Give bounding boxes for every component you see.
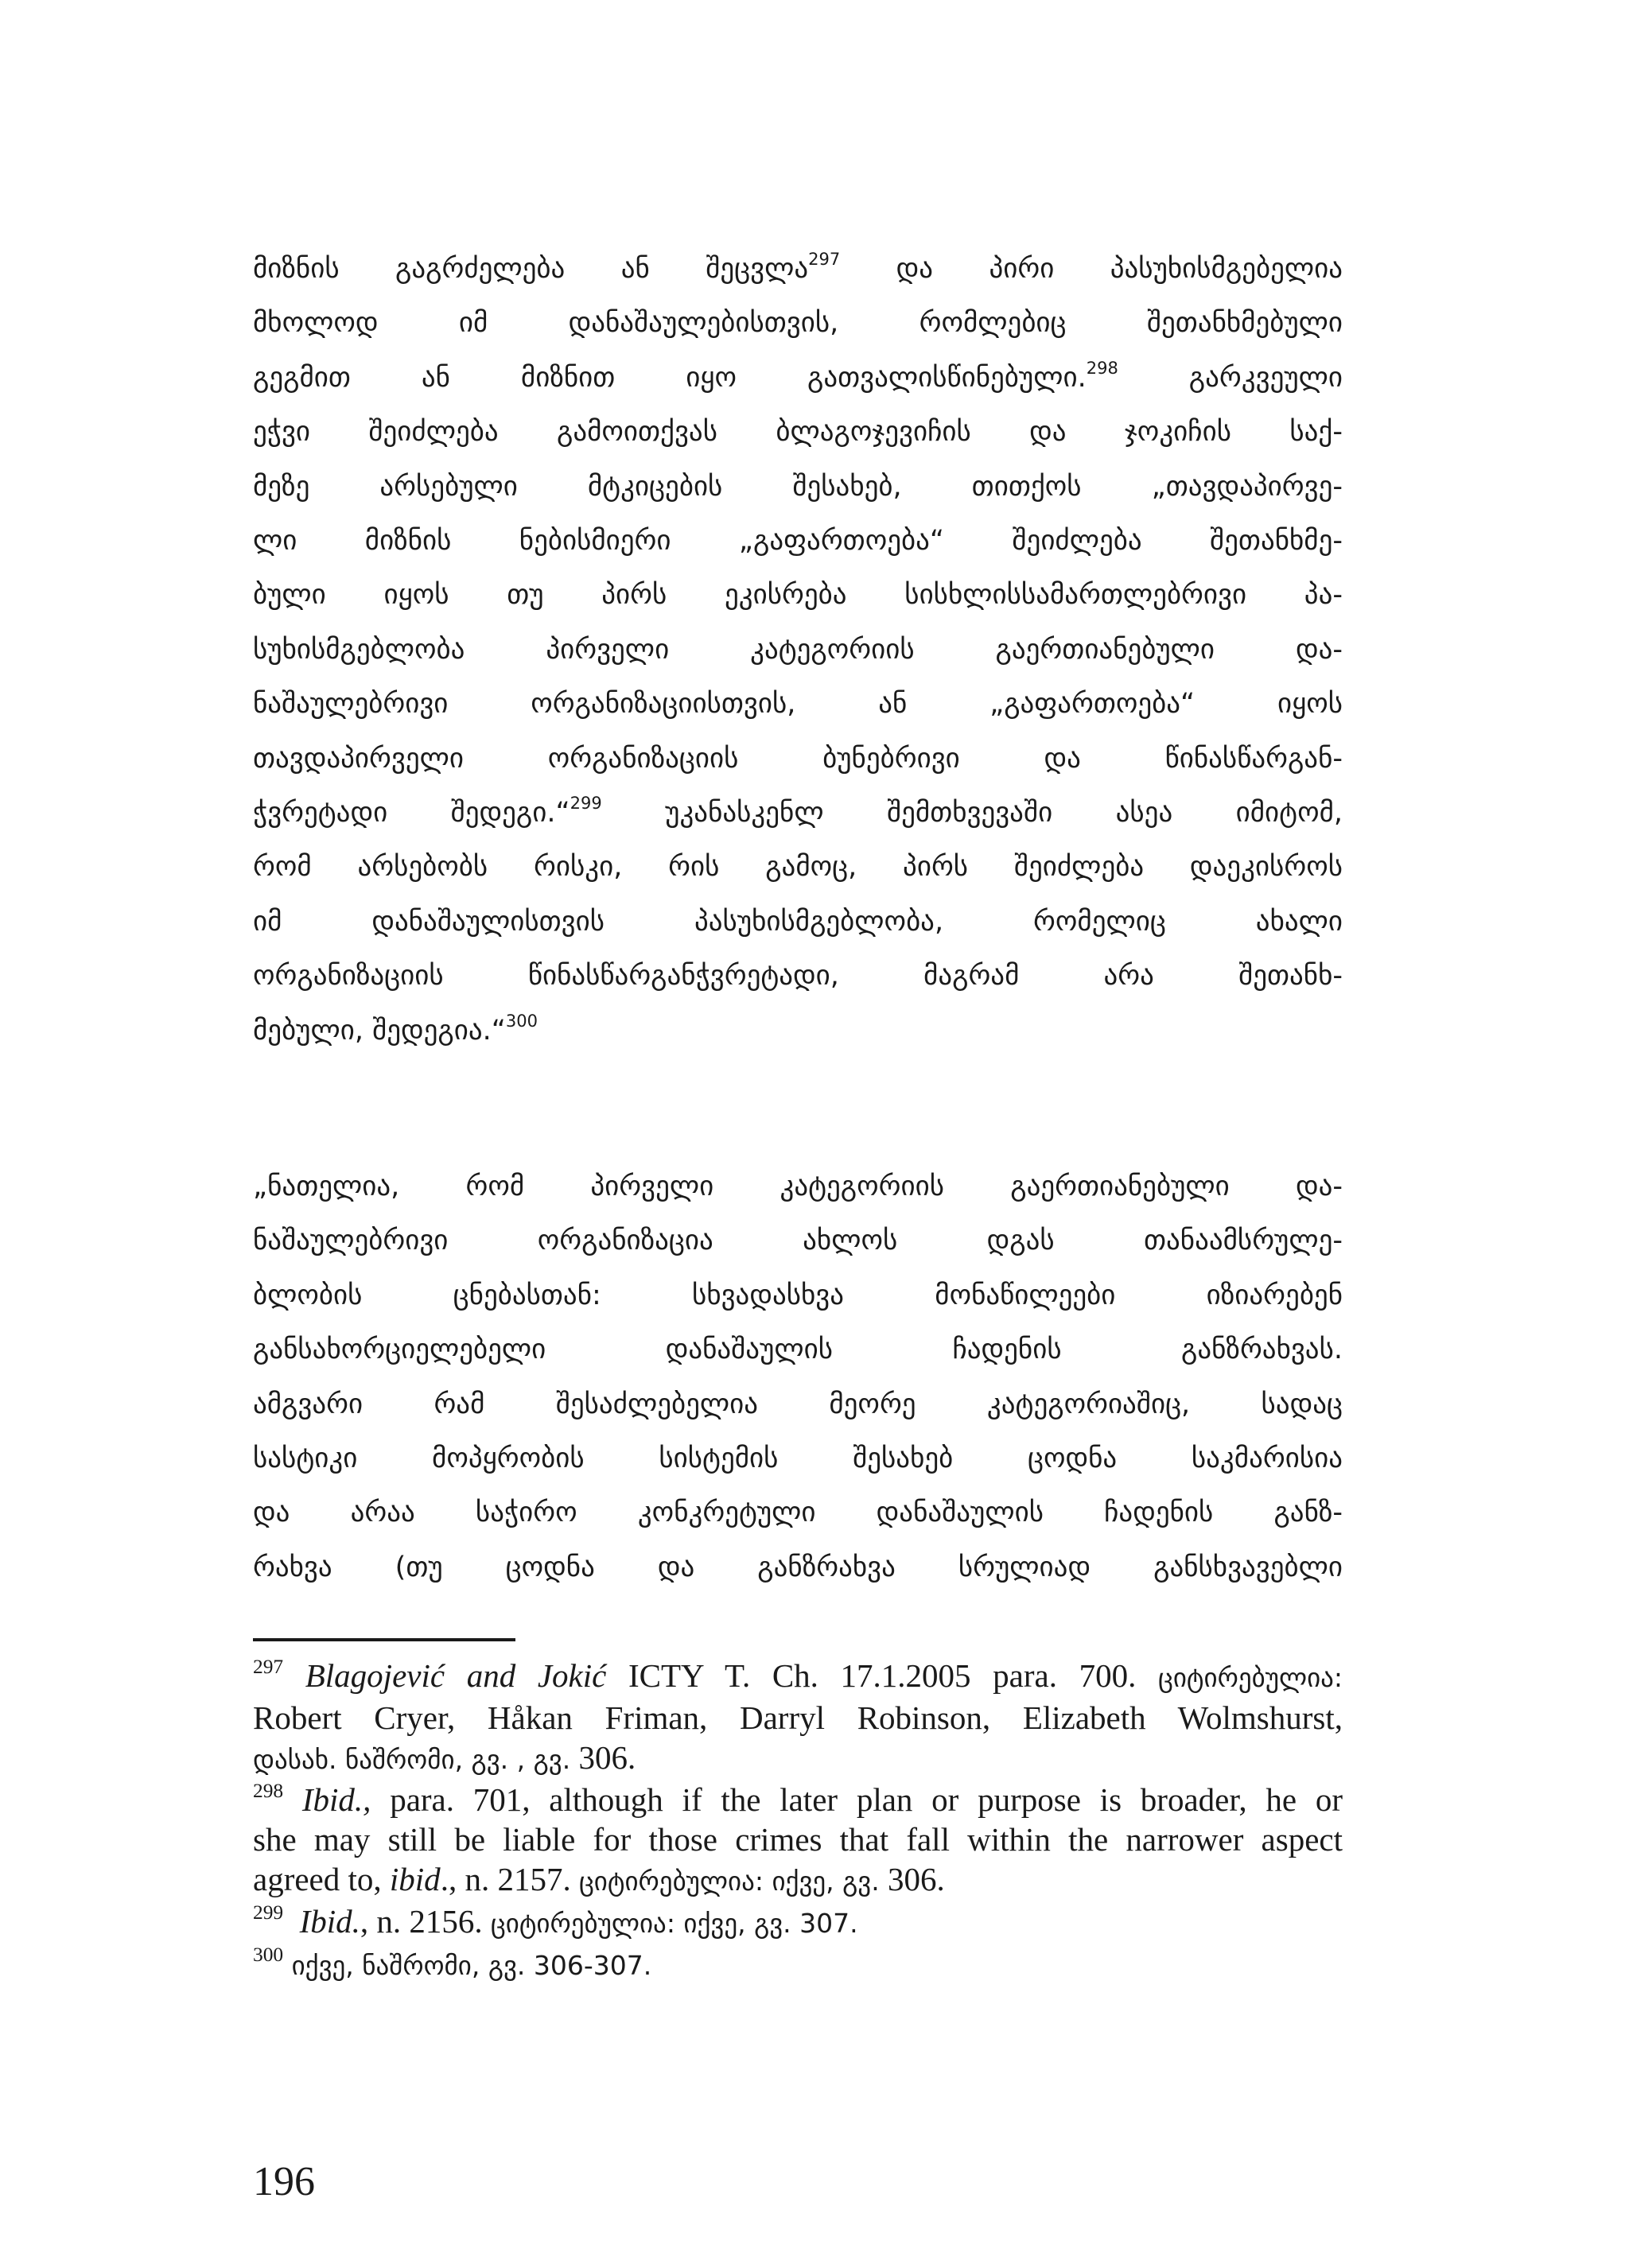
footnote-line (253, 1738, 1343, 1780)
ibid-label: Ibid., (301, 1781, 371, 1818)
text-line: და არაა საჭირო კონკრეტული დანაშაულის ჩადენის განზ- (253, 1497, 1343, 1529)
footnotes (253, 1656, 1343, 1986)
ibid-label: Ibid. (299, 1903, 360, 1940)
text-line: ნაშაულებრივი ორგანიზაცია ახლოს დგას თანაამსრულე- (253, 1225, 1343, 1257)
text-line: ნაშაულებრივი ორგანიზაციისთვის, ან „გაფართოება“ იყოს (253, 688, 1343, 720)
text-line: ლი მიზნის ნებისმიერი „გაფართოება“ შეიძლება შეთანხმე- (253, 525, 1343, 557)
footnote-line (253, 1944, 1343, 1986)
footnote-300 (253, 1944, 1343, 1986)
footnote-ref-300[interactable]: 300 (505, 1011, 538, 1031)
footnote-line (253, 1780, 1343, 1819)
page-number: 196 (253, 2159, 315, 2204)
case-name: Blagojević and Jokić (305, 1657, 607, 1694)
text-line: ბული იყოს თუ პირს ეკისრება სისხლისსამართლებრივი პა- (253, 579, 1343, 612)
footnote-ref-297[interactable]: 297 (808, 250, 841, 270)
footnote-ref-299[interactable]: 299 (570, 794, 602, 814)
text-segment: ციტირებულია: იქვე, გვ. 307. (490, 1908, 858, 1939)
text-segment: გეგმით ან მიზნით იყო გათვალისწინებული. (253, 361, 1087, 394)
text-segment: გარკვეული (1118, 361, 1343, 394)
text-line: სუხისმგებლობა პირველი კატეგორიის გაერთიანებული და- (253, 633, 1343, 666)
footnote-ref-298[interactable]: 298 (1086, 359, 1118, 379)
footnote-separator (253, 1638, 515, 1641)
text-line: ამგვარი რამ შესაძლებელია მეორე კატეგორიაშიც, სადაც (253, 1388, 1343, 1420)
text-segment: ჭვრეტადი შედეგი.“ (253, 797, 570, 829)
text-segment: , n. 2156. (360, 1903, 491, 1940)
text-line: რახვა (თუ ცოდნა და განზრახვა სრულიად განსხვავებლი (253, 1551, 1343, 1583)
text-segment: 306. (570, 1739, 636, 1776)
text-line: ორგანიზაციის წინასწარგანჭვრეტადი, მაგრამ არა შეთანხ- (253, 960, 1343, 992)
text-line: განსახორციელებელი დანაშაულის ჩადენის განზრახვას. (253, 1334, 1343, 1366)
text-segment: მიზნის გაგრძელება ან შეცვლა (253, 253, 809, 285)
text-line (253, 1004, 1343, 1058)
paragraph-1 (253, 242, 1343, 1058)
text-line: იმ დანაშაულისთვის პასუხისმგებლობა, რომელიც ახალი (253, 905, 1343, 938)
text-segment: მებული, შედეგია.“ (253, 1014, 506, 1047)
footnote-299 (253, 1901, 1343, 1944)
text-segment: ICTY T. Ch. 17.1.2005 para. 700. (606, 1657, 1158, 1694)
footnote-number: 300 (253, 1944, 284, 1967)
footnote-line (253, 1656, 1343, 1698)
footnote-297 (253, 1656, 1343, 1780)
text-line: თავდაპირველი ორგანიზაციის ბუნებრივი და წინასწარგან- (253, 742, 1343, 775)
footnote-line: she may still be liable for those crimes that fall within the narrower aspect (253, 1821, 1343, 1858)
footnote-number: 297 (253, 1656, 284, 1679)
text-line: ეჭვი შეიძლება გამოითქვას ბლაგოჯევიჩის და ჯოკიჩის საქ- (253, 416, 1343, 449)
text-line (253, 786, 1343, 840)
text-segment: agreed to, (253, 1861, 390, 1897)
text-segment: იქვე, ნაშრომი, გვ. 306-307. (283, 1950, 652, 1981)
text-segment: და პირი პასუხისმგებელია (840, 253, 1343, 285)
text-line: სასტიკი მოპყრობის სისტემის შესახებ ცოდნა საკმარისია (253, 1443, 1343, 1475)
text-line: მხოლოდ იმ დანაშაულებისთვის, რომლებიც შეთანხმებული (253, 307, 1343, 340)
footnote-number: 299 (253, 1901, 284, 1924)
text-line (253, 242, 1343, 296)
text-segment: ციტირებულია: (1158, 1662, 1343, 1693)
footnote-298 (253, 1780, 1343, 1901)
footnote-number: 298 (253, 1780, 284, 1803)
footnote-line: Robert Cryer, Håkan Friman, Darryl Robinson, Elizabeth Wolmshurst, (253, 1699, 1343, 1736)
text-segment: para. 701, although if the later plan or purpose is broader, he or (371, 1781, 1343, 1818)
text-segment: 306. (879, 1861, 945, 1897)
footnote-line (253, 1859, 1343, 1901)
text-line: რომ არსებობს რისკი, რის გამოც, პირს შეიძლება დაეკისროს (253, 851, 1343, 884)
text-line: ბლობის ცნებასთან: სხვადასხვა მონაწილეები იზიარებენ (253, 1279, 1343, 1311)
text-segment: დასახ. ნაშრომი, გვ. , გვ. (253, 1744, 571, 1775)
text-segment: უკანასკენლ შემთხვევაში ასეა იმიტომ, (601, 797, 1343, 829)
text-line: „ნათელია, რომ პირველი კატეგორიის გაერთიანებული და- (253, 1171, 1343, 1202)
ibid-label: ibid (389, 1861, 441, 1897)
paragraph-2 (253, 1159, 1343, 1594)
footnote-line (253, 1901, 1343, 1944)
text-line: მეზე არსებული მტკიცების შესახებ, თითქოს „თავდაპირვე- (253, 470, 1343, 503)
text-line (253, 351, 1343, 405)
text-segment: ., n. 2157. (440, 1861, 579, 1897)
text-segment: ციტირებულია: იქვე, გვ. (578, 1866, 880, 1897)
